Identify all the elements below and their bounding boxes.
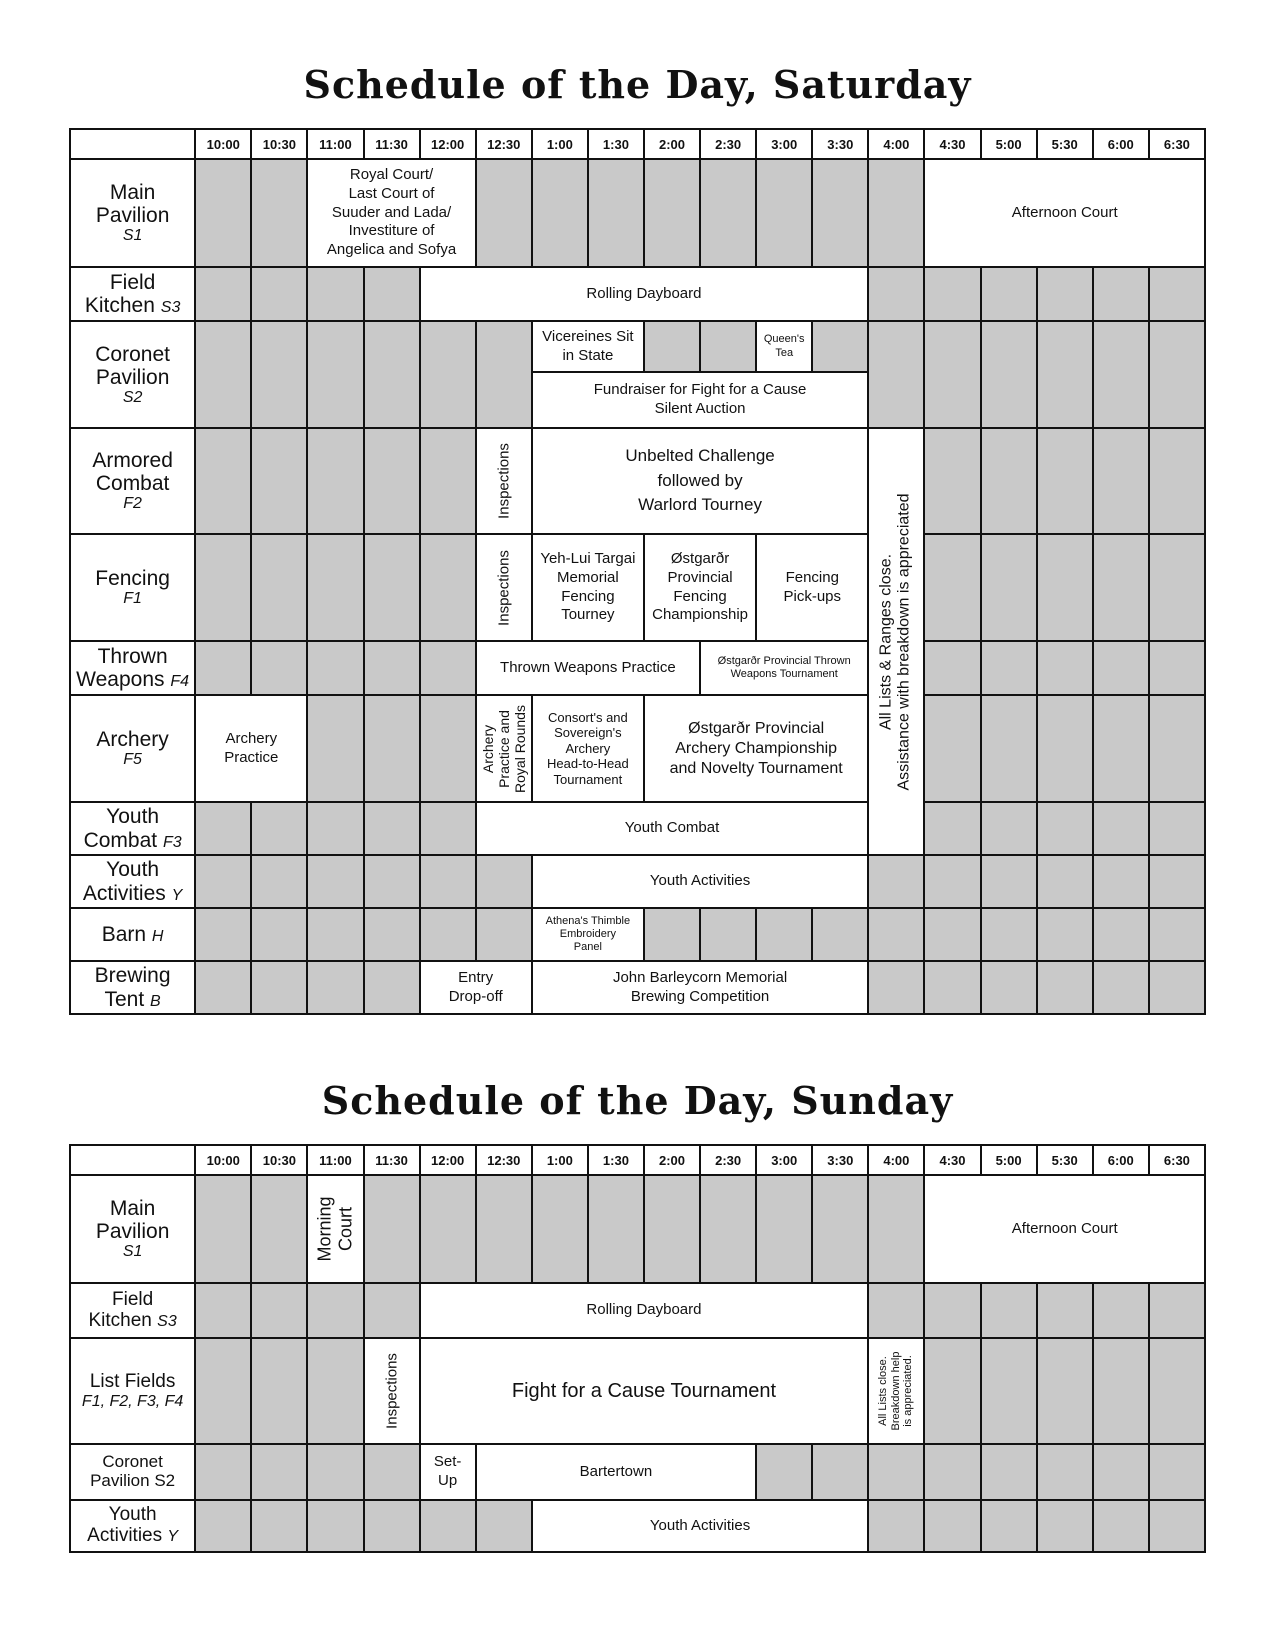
row-label: Main Pavilion S1 xyxy=(70,1175,195,1283)
empty-slot xyxy=(1149,855,1205,908)
empty-slot xyxy=(1093,1338,1149,1444)
empty-slot xyxy=(924,802,980,855)
saturday-time-header xyxy=(70,129,1205,159)
empty-slot xyxy=(812,159,868,267)
event-thrown-tournament: Østgarðr Provincial Thrown Weapons Tournament xyxy=(700,641,868,695)
event-youth-activities: Youth Activities xyxy=(532,855,869,908)
empty-slot xyxy=(1149,1500,1205,1552)
row-label: Archery F5 xyxy=(70,695,195,802)
empty-slot xyxy=(1093,695,1149,802)
row-label: Barn H xyxy=(70,908,195,961)
row-brewing-tent xyxy=(70,961,1205,1014)
event-youth-combat: Youth Combat xyxy=(476,802,869,855)
time-header: 5:30 xyxy=(1037,1145,1093,1175)
empty-slot xyxy=(420,534,476,641)
empty-slot xyxy=(924,961,980,1014)
empty-slot xyxy=(1093,267,1149,321)
empty-slot xyxy=(364,321,420,428)
empty-slot xyxy=(195,534,251,641)
empty-slot xyxy=(588,159,644,267)
empty-slot xyxy=(251,1444,307,1500)
sunday-title: Schedule of the Day, Sunday xyxy=(321,1078,954,1123)
row-coronet-pavilion xyxy=(70,321,1205,372)
empty-slot xyxy=(924,428,980,534)
row-label: Main Pavilion S1 xyxy=(70,159,195,267)
corner-cell xyxy=(70,1145,195,1175)
empty-slot xyxy=(812,1175,868,1283)
row-fencing xyxy=(70,534,1205,641)
row-label: Armored Combat F2 xyxy=(70,428,195,534)
empty-slot xyxy=(1037,1283,1093,1338)
row-label: Coronet Pavilion S2 xyxy=(70,1444,195,1500)
row-main-pavilion xyxy=(70,159,1205,267)
row-label: List Fields F1, F2, F3, F4 xyxy=(70,1338,195,1444)
empty-slot xyxy=(588,1175,644,1283)
empty-slot xyxy=(812,321,868,372)
event-bartertown: Bartertown xyxy=(476,1444,756,1500)
empty-slot xyxy=(251,802,307,855)
empty-slot xyxy=(1149,908,1205,961)
empty-slot xyxy=(420,428,476,534)
empty-slot xyxy=(868,855,924,908)
empty-slot xyxy=(1093,855,1149,908)
empty-slot xyxy=(868,1283,924,1338)
empty-slot xyxy=(1149,961,1205,1014)
empty-slot xyxy=(364,1444,420,1500)
empty-slot xyxy=(364,534,420,641)
time-header: 11:00 xyxy=(307,1145,363,1175)
event-inspections-fencing: Inspections xyxy=(476,534,532,641)
empty-slot xyxy=(644,908,700,961)
time-header: 6:00 xyxy=(1093,129,1149,159)
empty-slot xyxy=(364,802,420,855)
empty-slot xyxy=(420,1500,476,1552)
empty-slot xyxy=(476,321,532,428)
empty-slot xyxy=(812,1444,868,1500)
event-fight-for-a-cause: Fight for a Cause Tournament xyxy=(420,1338,869,1444)
empty-slot xyxy=(307,321,363,428)
empty-slot xyxy=(251,1338,307,1444)
time-header: 3:00 xyxy=(756,129,812,159)
row-armored-combat xyxy=(70,428,1205,534)
empty-slot xyxy=(1093,802,1149,855)
empty-slot xyxy=(981,855,1037,908)
empty-slot xyxy=(868,1500,924,1552)
empty-slot xyxy=(1093,908,1149,961)
empty-slot xyxy=(364,855,420,908)
empty-slot xyxy=(420,908,476,961)
empty-slot xyxy=(1037,534,1093,641)
time-header: 12:30 xyxy=(476,129,532,159)
row-label: Youth Activities Y xyxy=(70,1500,195,1552)
time-header: 3:30 xyxy=(812,1145,868,1175)
time-header: 2:00 xyxy=(644,1145,700,1175)
empty-slot xyxy=(1149,641,1205,695)
empty-slot xyxy=(981,641,1037,695)
empty-slot xyxy=(251,428,307,534)
empty-slot xyxy=(1149,321,1205,428)
empty-slot xyxy=(195,1283,251,1338)
empty-slot xyxy=(195,1500,251,1552)
event-archery-royal-rounds: Archery Practice and Royal Rounds xyxy=(476,695,532,802)
empty-slot xyxy=(251,1500,307,1552)
empty-slot xyxy=(981,695,1037,802)
empty-slot xyxy=(1149,695,1205,802)
empty-slot xyxy=(251,1283,307,1338)
empty-slot xyxy=(981,961,1037,1014)
event-yeh-lui-targai: Yeh-Lui Targai Memorial Fencing Tourney xyxy=(532,534,644,641)
empty-slot xyxy=(868,159,924,267)
empty-slot xyxy=(700,908,756,961)
empty-slot xyxy=(195,961,251,1014)
corner-cell xyxy=(70,129,195,159)
empty-slot xyxy=(756,1444,812,1500)
time-header: 12:30 xyxy=(476,1145,532,1175)
empty-slot xyxy=(1093,1500,1149,1552)
row-label: Fencing F1 xyxy=(70,534,195,641)
saturday-title: Schedule of the Day, Saturday xyxy=(303,62,972,107)
event-rolling-dayboard: Rolling Dayboard xyxy=(420,267,869,321)
event-vicereines: Vicereines Sit in State xyxy=(532,321,644,372)
time-header: 10:00 xyxy=(195,129,251,159)
time-header: 1:00 xyxy=(532,1145,588,1175)
event-unbelted-challenge: Unbelted Challenge followed by Warlord Tourney xyxy=(532,428,869,534)
event-afternoon-court: Afternoon Court xyxy=(924,159,1205,267)
event-afternoon-court: Afternoon Court xyxy=(924,1175,1205,1283)
empty-slot xyxy=(251,855,307,908)
empty-slot xyxy=(420,695,476,802)
empty-slot xyxy=(1037,1338,1093,1444)
empty-slot xyxy=(924,695,980,802)
empty-slot xyxy=(981,908,1037,961)
empty-slot xyxy=(251,321,307,428)
empty-slot xyxy=(364,428,420,534)
empty-slot xyxy=(1149,267,1205,321)
time-header: 11:30 xyxy=(364,1145,420,1175)
event-ostgard-fencing: Østgarðr Provincial Fencing Championship xyxy=(644,534,756,641)
empty-slot xyxy=(307,855,363,908)
empty-slot xyxy=(924,908,980,961)
empty-slot xyxy=(1093,641,1149,695)
empty-slot xyxy=(924,641,980,695)
empty-slot xyxy=(1093,1444,1149,1500)
empty-slot xyxy=(981,802,1037,855)
empty-slot xyxy=(924,855,980,908)
empty-slot xyxy=(756,1175,812,1283)
empty-slot xyxy=(420,802,476,855)
row-label: Field Kitchen S3 xyxy=(70,1283,195,1338)
event-youth-activities: Youth Activities xyxy=(532,1500,869,1552)
empty-slot xyxy=(868,961,924,1014)
empty-slot xyxy=(251,908,307,961)
empty-slot xyxy=(868,1175,924,1283)
row-barn xyxy=(70,908,1205,961)
empty-slot xyxy=(924,1444,980,1500)
row-youth-activities xyxy=(70,855,1205,908)
empty-slot xyxy=(195,1338,251,1444)
empty-slot xyxy=(868,321,924,428)
event-queens-tea: Queen's Tea xyxy=(756,321,812,372)
empty-slot xyxy=(1037,802,1093,855)
time-header: 2:30 xyxy=(700,1145,756,1175)
row-list-fields xyxy=(70,1338,1205,1444)
empty-slot xyxy=(1149,428,1205,534)
empty-slot xyxy=(420,1175,476,1283)
time-header: 6:30 xyxy=(1149,129,1205,159)
empty-slot xyxy=(307,1500,363,1552)
empty-slot xyxy=(1037,428,1093,534)
time-header: 3:00 xyxy=(756,1145,812,1175)
empty-slot xyxy=(868,908,924,961)
time-header: 6:30 xyxy=(1149,1145,1205,1175)
row-label: Coronet Pavilion S2 xyxy=(70,321,195,428)
empty-slot xyxy=(1149,1338,1205,1444)
empty-slot xyxy=(307,908,363,961)
empty-slot xyxy=(1037,855,1093,908)
time-header: 5:30 xyxy=(1037,129,1093,159)
event-archery-practice: Archery Practice xyxy=(195,695,307,802)
empty-slot xyxy=(981,1283,1037,1338)
empty-slot xyxy=(1149,802,1205,855)
empty-slot xyxy=(195,855,251,908)
event-consorts-archery: Consort's and Sovereign's Archery Head-to-Head Tournament xyxy=(532,695,644,802)
empty-slot xyxy=(981,1338,1037,1444)
empty-slot xyxy=(644,159,700,267)
empty-slot xyxy=(1037,695,1093,802)
empty-slot xyxy=(1149,534,1205,641)
event-fencing-pickups: Fencing Pick-ups xyxy=(756,534,868,641)
empty-slot xyxy=(1037,1500,1093,1552)
empty-slot xyxy=(924,1338,980,1444)
time-header: 4:00 xyxy=(868,1145,924,1175)
time-header: 11:30 xyxy=(364,129,420,159)
empty-slot xyxy=(532,1175,588,1283)
row-youth-combat xyxy=(70,802,1205,855)
row-field-kitchen xyxy=(70,267,1205,321)
time-header: 2:30 xyxy=(700,129,756,159)
empty-slot xyxy=(307,534,363,641)
empty-slot xyxy=(195,641,251,695)
row-youth-activities xyxy=(70,1500,1205,1552)
saturday-schedule-table xyxy=(69,128,1206,1015)
empty-slot xyxy=(700,321,756,372)
empty-slot xyxy=(981,534,1037,641)
event-inspections: Inspections xyxy=(364,1338,420,1444)
empty-slot xyxy=(812,908,868,961)
empty-slot xyxy=(1149,1283,1205,1338)
empty-slot xyxy=(195,428,251,534)
event-thrown-practice: Thrown Weapons Practice xyxy=(476,641,700,695)
time-header: 4:00 xyxy=(868,129,924,159)
row-label: Brewing Tent B xyxy=(70,961,195,1014)
empty-slot xyxy=(195,1175,251,1283)
event-lists-close: All Lists & Ranges close. Assistance with breakdown is appreciated xyxy=(868,428,924,855)
time-header: 10:00 xyxy=(195,1145,251,1175)
empty-slot xyxy=(924,1500,980,1552)
event-fundraiser: Fundraiser for Fight for a Cause Silent Auction xyxy=(532,372,869,428)
empty-slot xyxy=(1093,534,1149,641)
empty-slot xyxy=(1037,1444,1093,1500)
empty-slot xyxy=(251,1175,307,1283)
event-ostgard-archery: Østgarðr Provincial Archery Championship and Novelty Tournament xyxy=(644,695,868,802)
empty-slot xyxy=(307,695,363,802)
empty-slot xyxy=(420,321,476,428)
event-barleycorn: John Barleycorn Memorial Brewing Competition xyxy=(532,961,869,1014)
empty-slot xyxy=(868,267,924,321)
empty-slot xyxy=(1037,908,1093,961)
row-label: Field Kitchen S3 xyxy=(70,267,195,321)
empty-slot xyxy=(307,1283,363,1338)
empty-slot xyxy=(476,1175,532,1283)
empty-slot xyxy=(700,1175,756,1283)
empty-slot xyxy=(1093,321,1149,428)
row-label: Thrown Weapons F4 xyxy=(70,641,195,695)
empty-slot xyxy=(251,267,307,321)
row-thrown-weapons xyxy=(70,641,1205,695)
empty-slot xyxy=(476,159,532,267)
time-header: 5:00 xyxy=(981,1145,1037,1175)
empty-slot xyxy=(1093,961,1149,1014)
empty-slot xyxy=(195,1444,251,1500)
empty-slot xyxy=(307,1338,363,1444)
empty-slot xyxy=(476,1500,532,1552)
time-header: 12:00 xyxy=(420,129,476,159)
row-label: Youth Activities Y xyxy=(70,855,195,908)
empty-slot xyxy=(1149,1444,1205,1500)
empty-slot xyxy=(251,641,307,695)
empty-slot xyxy=(307,428,363,534)
time-header: 2:00 xyxy=(644,129,700,159)
empty-slot xyxy=(1093,1283,1149,1338)
empty-slot xyxy=(364,908,420,961)
empty-slot xyxy=(924,1283,980,1338)
empty-slot xyxy=(307,1444,363,1500)
empty-slot xyxy=(195,908,251,961)
empty-slot xyxy=(1037,961,1093,1014)
empty-slot xyxy=(251,534,307,641)
empty-slot xyxy=(1037,267,1093,321)
empty-slot xyxy=(364,641,420,695)
empty-slot xyxy=(476,908,532,961)
time-header: 10:30 xyxy=(251,129,307,159)
empty-slot xyxy=(364,1500,420,1552)
empty-slot xyxy=(307,961,363,1014)
time-header: 11:00 xyxy=(307,129,363,159)
empty-slot xyxy=(981,1444,1037,1500)
row-main-pavilion xyxy=(70,1175,1205,1283)
event-entry-dropoff: Entry Drop-off xyxy=(420,961,532,1014)
empty-slot xyxy=(251,961,307,1014)
empty-slot xyxy=(364,695,420,802)
time-header: 4:30 xyxy=(924,1145,980,1175)
time-header: 12:00 xyxy=(420,1145,476,1175)
event-lists-close: All Lists close. Breakdown help is appreciated. xyxy=(868,1338,924,1444)
empty-slot xyxy=(756,159,812,267)
empty-slot xyxy=(195,159,251,267)
event-morning-court: Morning Court xyxy=(307,1175,363,1283)
empty-slot xyxy=(420,641,476,695)
time-header: 6:00 xyxy=(1093,1145,1149,1175)
empty-slot xyxy=(1037,321,1093,428)
empty-slot xyxy=(364,1283,420,1338)
empty-slot xyxy=(307,267,363,321)
empty-slot xyxy=(981,1500,1037,1552)
sunday-time-header xyxy=(70,1145,1205,1175)
sunday-schedule-table xyxy=(69,1144,1206,1553)
empty-slot xyxy=(700,159,756,267)
row-label: Youth Combat F3 xyxy=(70,802,195,855)
empty-slot xyxy=(756,908,812,961)
time-header: 1:30 xyxy=(588,129,644,159)
time-header: 3:30 xyxy=(812,129,868,159)
empty-slot xyxy=(307,641,363,695)
time-header: 5:00 xyxy=(981,129,1037,159)
empty-slot xyxy=(981,321,1037,428)
empty-slot xyxy=(924,321,980,428)
empty-slot xyxy=(364,961,420,1014)
row-field-kitchen xyxy=(70,1283,1205,1338)
row-coronet-pavilion xyxy=(70,1444,1205,1500)
empty-slot xyxy=(251,159,307,267)
time-header: 1:30 xyxy=(588,1145,644,1175)
empty-slot xyxy=(307,802,363,855)
empty-slot xyxy=(195,267,251,321)
time-header: 4:30 xyxy=(924,129,980,159)
empty-slot xyxy=(924,267,980,321)
empty-slot xyxy=(364,267,420,321)
empty-slot xyxy=(476,855,532,908)
event-setup: Set- Up xyxy=(420,1444,476,1500)
empty-slot xyxy=(1037,641,1093,695)
empty-slot xyxy=(195,321,251,428)
row-archery xyxy=(70,695,1205,802)
event-royal-court: Royal Court/ Last Court of Suuder and Lada/ Investiture of Angelica and Sofya xyxy=(307,159,475,267)
empty-slot xyxy=(195,802,251,855)
empty-slot xyxy=(532,159,588,267)
empty-slot xyxy=(644,1175,700,1283)
event-athenas-thimble: Athena's Thimble Embroidery Panel xyxy=(532,908,644,961)
empty-slot xyxy=(644,321,700,372)
empty-slot xyxy=(981,428,1037,534)
empty-slot xyxy=(924,534,980,641)
time-header: 10:30 xyxy=(251,1145,307,1175)
empty-slot xyxy=(420,855,476,908)
empty-slot xyxy=(981,267,1037,321)
empty-slot xyxy=(868,1444,924,1500)
empty-slot xyxy=(1093,428,1149,534)
empty-slot xyxy=(364,1175,420,1283)
event-rolling-dayboard: Rolling Dayboard xyxy=(420,1283,869,1338)
time-header: 1:00 xyxy=(532,129,588,159)
event-inspections-armored: Inspections xyxy=(476,428,532,534)
